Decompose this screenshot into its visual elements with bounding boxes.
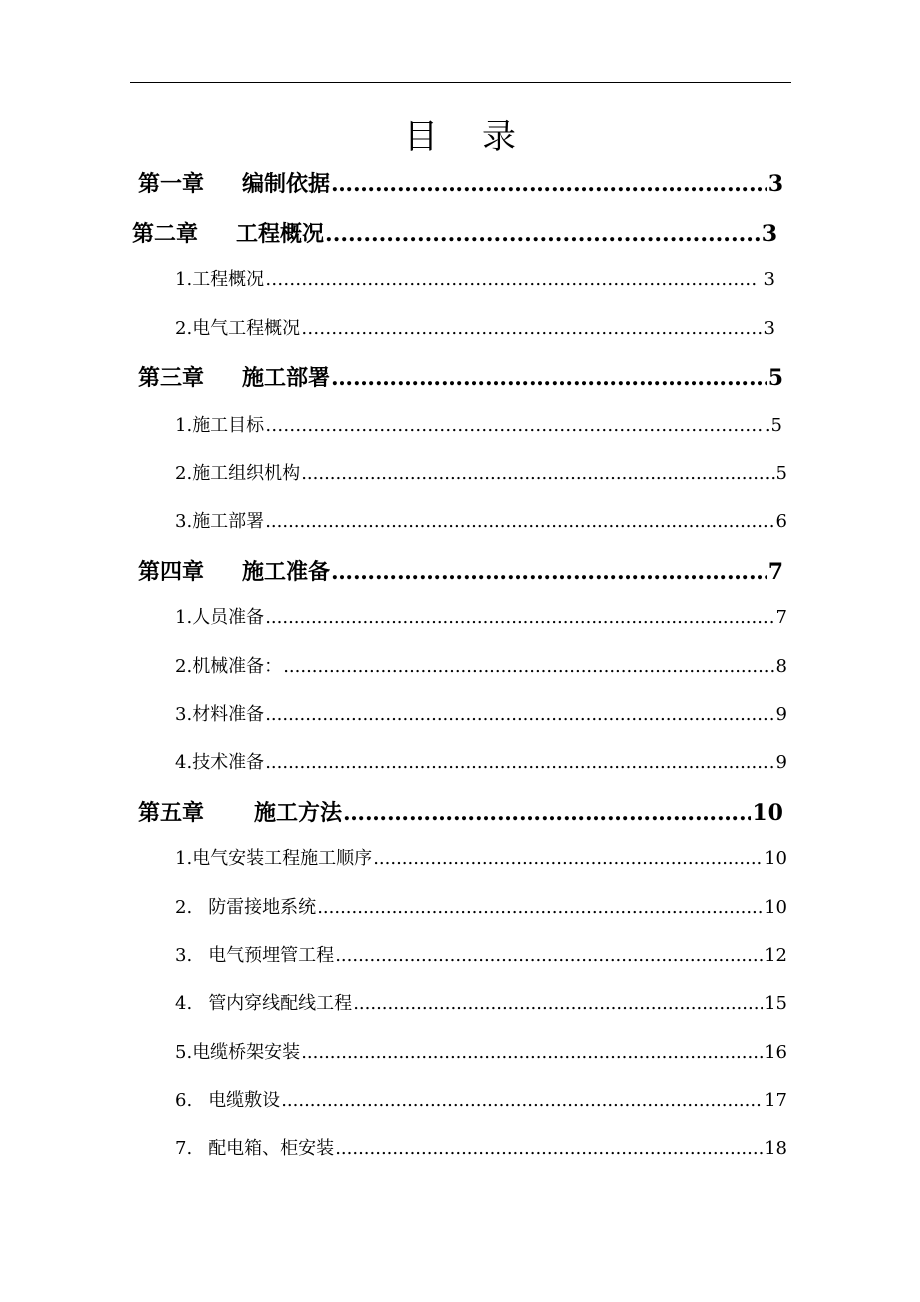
toc-section[interactable] <box>175 701 787 729</box>
toc-section[interactable] <box>175 266 775 294</box>
section-label: 防雷接地系统 <box>208 897 317 918</box>
page-number: 3 <box>763 269 775 290</box>
dot-leader <box>317 894 763 922</box>
toc-section[interactable] <box>175 460 787 488</box>
section-number: 1. <box>175 415 193 436</box>
page-number: 5 <box>767 365 783 391</box>
section-number: 3. <box>175 704 193 725</box>
page-number: 16 <box>764 1042 787 1063</box>
chapter-number: 第四章 <box>138 559 205 585</box>
toc-section[interactable] <box>175 749 787 777</box>
dot-leader <box>331 362 767 394</box>
chapter-name: 施工部署 <box>242 365 331 391</box>
section-number: 2. <box>175 463 193 484</box>
page-number: 7 <box>767 559 783 585</box>
dot-leader <box>283 653 774 681</box>
chapter-name: 施工准备 <box>242 559 331 585</box>
toc-section[interactable] <box>175 315 775 343</box>
section-label: 电气安装工程施工顺序 <box>192 848 373 869</box>
top-rule <box>130 82 791 83</box>
section-label: 技术准备 <box>192 752 265 773</box>
dot-leader <box>265 266 756 294</box>
toc-section[interactable] <box>175 894 787 922</box>
toc-chapter-3[interactable] <box>138 362 783 394</box>
toc-section[interactable] <box>175 604 787 632</box>
chapter-name: 编制依据 <box>242 171 331 197</box>
chapter-number: 第三章 <box>138 365 205 391</box>
section-label: 人员准备 <box>192 607 265 628</box>
section-label: 电缆敷设 <box>208 1090 281 1111</box>
toc-chapter-5[interactable] <box>138 797 783 829</box>
page-number: 9 <box>775 704 787 725</box>
toc-section[interactable] <box>175 1135 787 1163</box>
dot-leader <box>265 508 774 536</box>
dot-leader <box>331 556 767 588</box>
dot-leader <box>331 168 767 200</box>
page-number: 18 <box>764 1138 787 1159</box>
section-label: 管内穿线配线工程 <box>208 993 353 1014</box>
dot-leader <box>265 604 774 632</box>
page-number: 3 <box>761 221 777 247</box>
section-number: 1. <box>175 848 193 869</box>
section-label: 电气工程概况 <box>192 318 301 339</box>
section-number: 2. <box>175 318 193 339</box>
section-label: 施工部署 <box>192 511 265 532</box>
dot-leader <box>301 315 762 343</box>
toc-chapter-1[interactable] <box>138 168 783 200</box>
page-number: 9 <box>775 752 787 773</box>
section-number: 7. <box>175 1138 193 1159</box>
section-label: 工程概况 <box>192 269 265 290</box>
page-title: 目录 <box>404 117 560 157</box>
section-number: 2. <box>175 897 193 918</box>
section-number: 2. <box>175 656 193 677</box>
page-number: 5 <box>775 463 787 484</box>
dot-leader <box>335 1135 763 1163</box>
page-number: 15 <box>764 993 787 1014</box>
toc-chapter-2[interactable] <box>132 218 777 250</box>
page-number: 17 <box>764 1090 787 1111</box>
dot-leader <box>281 1087 763 1115</box>
section-label: 材料准备 <box>192 704 265 725</box>
toc-section[interactable] <box>175 412 782 440</box>
chapter-name: 施工方法 <box>254 800 343 826</box>
section-label: 电气预埋管工程 <box>208 945 335 966</box>
toc-section[interactable] <box>175 1039 787 1067</box>
dot-leader <box>373 845 763 873</box>
chapter-number: 第二章 <box>132 221 199 247</box>
section-label: 施工目标 <box>192 415 265 436</box>
section-number: 6. <box>175 1090 193 1111</box>
chapter-number: 第一章 <box>138 171 205 197</box>
section-number: 3. <box>175 945 193 966</box>
toc-section[interactable] <box>175 942 787 970</box>
toc-section[interactable] <box>175 508 787 536</box>
chapter-name: 工程概况 <box>236 221 325 247</box>
dot-leader <box>335 942 763 970</box>
page-number: 10 <box>764 848 787 869</box>
section-label: 机械准备： <box>192 656 283 677</box>
page-number: 7 <box>775 607 787 628</box>
toc-section[interactable] <box>175 845 787 873</box>
section-label: 施工组织机构 <box>192 463 301 484</box>
page-number: 10 <box>752 800 783 826</box>
chapter-number: 第五章 <box>138 800 205 826</box>
toc-section[interactable] <box>175 1087 787 1115</box>
page-number: 3 <box>763 318 775 339</box>
dot-leader <box>265 749 774 777</box>
section-label: 配电箱、柜安装 <box>208 1138 335 1159</box>
section-number: 4. <box>175 993 193 1014</box>
toc-chapter-4[interactable] <box>138 556 783 588</box>
section-number: 1. <box>175 607 193 628</box>
dot-leader <box>265 412 764 440</box>
section-label: 电缆桥架安装 <box>192 1042 301 1063</box>
page-number: .5 <box>764 415 782 436</box>
dot-leader <box>301 1039 763 1067</box>
section-number: 4. <box>175 752 193 773</box>
dot-leader <box>353 990 763 1018</box>
dot-leader <box>301 460 774 488</box>
dot-leader <box>343 797 751 829</box>
page-number: 8 <box>775 656 787 677</box>
dot-leader <box>265 701 774 729</box>
toc-section[interactable] <box>175 990 787 1018</box>
page-number: 10 <box>764 897 787 918</box>
section-number: 3. <box>175 511 193 532</box>
section-number: 1. <box>175 269 193 290</box>
page-number: 6 <box>775 511 787 532</box>
section-number: 5. <box>175 1042 193 1063</box>
dot-leader <box>325 218 761 250</box>
page-number: 3 <box>767 171 783 197</box>
toc-section[interactable] <box>175 653 787 681</box>
page-number: 12 <box>764 945 787 966</box>
